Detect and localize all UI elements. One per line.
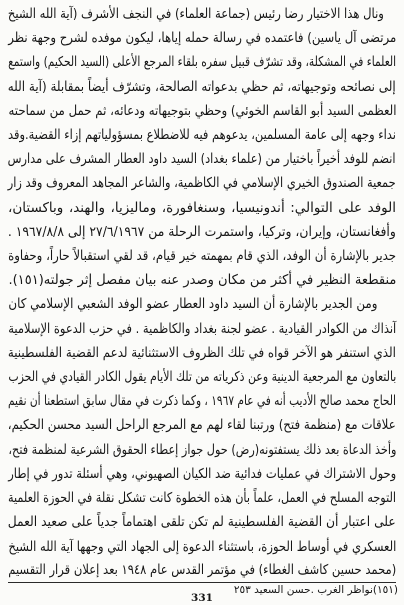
text-line bbox=[8, 319, 396, 339]
text-line bbox=[8, 270, 396, 290]
text-line-content: العظمى السيد أبو القاسم الخوئي) وحظي بتوجيهاته ودعائه، ثم حمل من سماحته bbox=[8, 103, 396, 119]
text-line bbox=[8, 173, 396, 193]
text-line-content: ونال هذا الاختيار رضا رئيس (جماعة العلماء) في النجف الأشرف (آية الله الشيخ bbox=[8, 6, 384, 22]
text-line-content: جمعية الصندوق الخيري الإسلامي في الكاظمية، والشاعر المجاهد المعروف وقد زار bbox=[8, 175, 396, 191]
text-line-content: آنذاك من الكوادر القيادية . عضو لجنة بغداد والكاظمية . في حزب الدعوة الإسلامية bbox=[8, 321, 396, 337]
text-line-content: التوجه المسلح في العمل، علماً بأن هذه الخطوة كانت تشكل نقلة في الحوزة العلمية bbox=[8, 490, 396, 506]
text-line bbox=[8, 488, 396, 508]
text-line bbox=[8, 125, 396, 145]
text-line-content: العسكري في أوساط الحوزة، باستثناء الدعوة إلى الجهاد التي وجهها آية الله الشيخ bbox=[8, 539, 396, 555]
text-line-content: الوفد على التوالي: أندونيسيا، وسنغافورة، وماليزيا، والهند، وباكستان، bbox=[8, 200, 396, 216]
text-line bbox=[8, 222, 396, 242]
text-line bbox=[8, 464, 396, 484]
text-line-content: انضم للوفد أخيراً باختيار من (علماء بغداد) السيد داود العطار المشرف على مدارس bbox=[8, 151, 396, 167]
text-line bbox=[8, 149, 396, 169]
text-line bbox=[8, 77, 396, 97]
text-line bbox=[8, 440, 396, 460]
text-line bbox=[8, 560, 396, 580]
text-line bbox=[8, 512, 396, 532]
text-line-content: وأخذ الدعاة بعد ذلك يستفتونه(رض) حول جواز إعطاء الحقوق الشرعية لمنظمة فتح، bbox=[8, 442, 396, 458]
text-line-content: وحول الاشتراك في عمليات فدائية ضد الكيان الصهيوني، وهي أسئلة تدور في إطار bbox=[8, 466, 396, 482]
page-number: 331 bbox=[191, 592, 213, 604]
text-line bbox=[8, 4, 384, 24]
text-line-content: الذي استنفر هو الآخر قواه في تلك الظروف الاستثنائية لدعم القضية الفلسطينية bbox=[8, 345, 396, 361]
text-line-content: (محمد حسين كاشف الغطاء) في مؤتمر القدس عام ١٩٤٨ بعد إعلان قرار التقسيم bbox=[8, 562, 396, 578]
text-line-content: مرتضى آل ياسين) فاعتمده في رسالة حمله إياها، ليكون موفده لشرح وجهة نظر bbox=[8, 30, 396, 46]
text-line-content: بالتعاون مع المرجعية الدينية وعن ذكرياته من تلك الأيام يقول الكادر القيادي في الحزب bbox=[8, 369, 396, 385]
text-line-content: إلى نصائحه وتوجيهاته، ثم حظي بدعواته الصالحة، وتشرّف أيضاً بمقابلة (آية الله bbox=[8, 79, 396, 95]
text-line-content: نداء وجهه إلى عامة المسلمين، يدعوهم فيه للاضطلاع بمسؤولياتهم إزاء القضية.وقد bbox=[8, 127, 396, 143]
text-line-content: العلماء في المشكلة، وقد تشرّف قبيل سفره بلقاء المرجع الأعلى (السيد الحكيم) واستمع bbox=[8, 54, 396, 70]
text-line bbox=[8, 391, 396, 411]
text-line bbox=[8, 343, 396, 363]
text-line bbox=[8, 28, 396, 48]
text-line-content: ومن الجدير بالإشارة أن السيد داود العطار عضو الوفد الشعبي الإسلامي كان bbox=[8, 296, 377, 312]
text-line bbox=[8, 415, 396, 435]
text-line-content: جدير بالإشارة أن الوفد، الذي قام بمهمته خير قيام، قد لقي استقبالاً حاراً، وحفاوة bbox=[8, 248, 396, 264]
text-line bbox=[8, 294, 377, 314]
footnote-divider bbox=[8, 582, 396, 583]
text-line-content: وأفغانستان، وإيران، وتركيا، واستمرت الرحلة من ٢٧/٦/١٩٦٧ إلى ١٩٦٧/٨/٨ . bbox=[8, 224, 396, 240]
footnote: (١٥١)نواظر الغرب .حسن السعيد ٢٥٣ bbox=[233, 584, 398, 596]
text-line bbox=[8, 246, 396, 266]
text-line bbox=[8, 198, 396, 218]
text-line-content: الحاج محمد صالح الأديب أنه في عام ١٩٦٧ ، وكما ذكرت في مقال سابق استطعنا أن نقيم bbox=[8, 393, 396, 409]
text-line bbox=[8, 367, 396, 387]
text-line bbox=[8, 52, 396, 72]
text-line bbox=[8, 537, 396, 557]
text-line-content: على اعتبار أن القضية الفلسطينية لم تكن تلقى اهتماماً جدياً على صعيد العمل bbox=[8, 514, 396, 530]
text-line-content: منقطعة النظير في أكثر من مكان وصدر عنه بيان مفصل إثر جولته(١٥١). bbox=[8, 272, 396, 288]
text-line bbox=[8, 101, 396, 121]
text-line-content: علاقات مع (منظمة فتح) ورتبنا لقاء لهم مع المرجع الراحل السيد محسن الحكيم، bbox=[8, 417, 396, 433]
